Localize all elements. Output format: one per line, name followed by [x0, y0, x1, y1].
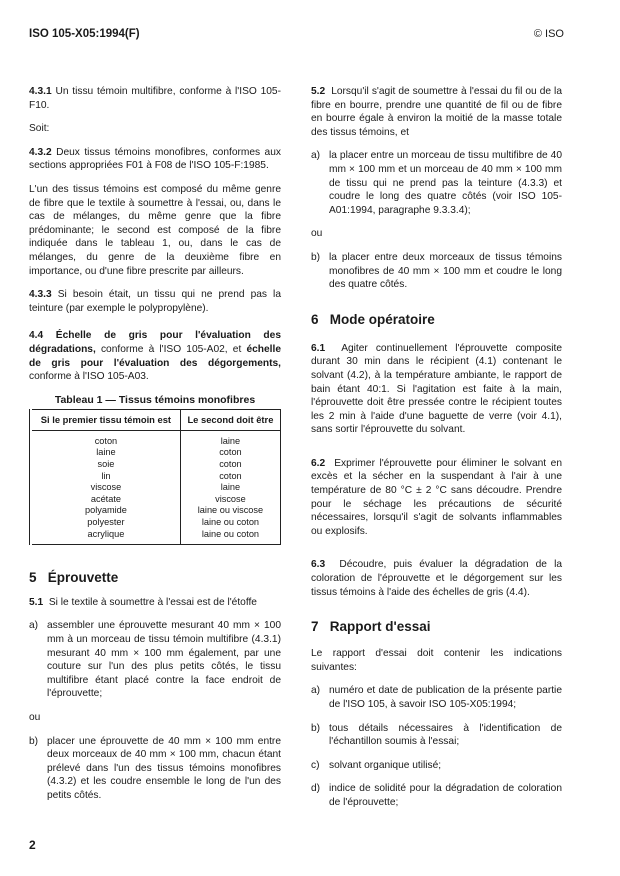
- table-cell: laine ou coton: [201, 517, 260, 528]
- standard-reference: ISO 105-X05:1994(F): [29, 28, 140, 40]
- paragraph-6-1: 6.1 Agiter continuellement l'éprouvette composite durant 30 min dans le récipient (4.1) contenant le solvant (4.2), à la température ambiante, le rapport de bain étant 40:1. Si l'agitation est faite à la main, l'éprouvette doit être pressée contre le récipient toutes les 2 min à l'aide d'une baguette de verre (voir 4.1), sans sortir l'éprouvette du solvant.: [311, 342, 562, 436]
- fibre-table: [29, 409, 281, 545]
- paragraph-4-4: 4.4 Échelle de gris pour l'évaluation des dégradations, conforme à l'ISO 105-A02, et échelle de gris pour l'évaluation des dégorgements, conforme à l'ISO 105-A03.: [29, 330, 281, 383]
- table-row: [32, 494, 280, 506]
- table-cell: laine: [220, 482, 241, 493]
- table-row: [32, 529, 280, 545]
- table-cell: viscose: [32, 482, 180, 494]
- section-6-heading: 6 Mode opératoire: [311, 311, 435, 327]
- table-cell: coton: [32, 430, 180, 447]
- table-cell: soie: [32, 459, 180, 471]
- table-row: [32, 517, 280, 529]
- table-cell: laine ou viscose: [197, 505, 264, 516]
- table-row: [32, 430, 280, 447]
- table-row: [32, 505, 280, 517]
- section-5-heading: 5 Éprouvette: [29, 569, 119, 585]
- list-item: a) la placer entre un morceau de tissu multifibre de 40 mm × 100 mm et un morceau de 40 mm × 100 mm de tissu qui ne prend pas la teinture (4.3.3) et coudre le long des quatre côtés (voir ISO 105-A01:1994, paragraphe 9.3.3.4);: [311, 150, 562, 216]
- table-cell: laine ou coton: [180, 529, 280, 545]
- table-row: [32, 447, 280, 459]
- table-cell: polyester: [32, 517, 180, 529]
- ou-line: ou: [311, 228, 323, 240]
- table-cell: coton: [219, 459, 242, 470]
- table-cell: viscose: [215, 493, 246, 504]
- table-cell: polyamide: [32, 505, 180, 517]
- list-item: c) solvant organique utilisé;: [311, 759, 442, 771]
- left-column: [29, 85, 281, 803]
- right-column: [311, 85, 562, 810]
- paragraph-4-3-2: 4.3.2 Deux tissus témoins monofibres, conformes aux sections appropriées F01 à F08 de l'ISO 105-F:1985.: [29, 146, 281, 172]
- list-item: a) numéro et date de publication de la présente partie de l'ISO 105, à savoir ISO 105-X05:1994;: [311, 685, 562, 710]
- soit-line: Soit:: [29, 123, 50, 135]
- list-item: b) la placer entre deux morceaux de tissus témoins monofibres de 40 mm × 100 mm et coudre le long des quatre côtés.: [311, 251, 562, 291]
- table-row: [32, 459, 280, 471]
- paragraph-4-3-3: 4.3.3 Si besoin était, un tissu qui ne prend pas la teinture (par exemple le polypropylène).: [29, 289, 281, 314]
- table-cell: coton: [219, 447, 242, 458]
- list-item: b) placer une éprouvette de 40 mm × 100 mm entre deux morceaux de 40 mm × 100 mm, chacun étant prélevé dans l'un des tissus témoins monofibres (4.3.2) et les coudre ensemble le long de l'un des petits côtés.: [29, 735, 281, 801]
- list-item: d) indice de solidité pour la dégradation de coloration de l'éprouvette;: [311, 783, 562, 808]
- table-cell: acétate: [32, 494, 180, 506]
- table-header-first: Si le premier tissu témoin est: [32, 410, 180, 431]
- paragraph-5-2: 5.2 Lorsqu'il s'agit de soumettre à l'essai du fil ou de la fibre en bourre, prendre une quantité de fil ou de fibre en bourre égale à environ la moitié de la masse totale des tissus témoins, et: [311, 86, 562, 138]
- report-intro: Le rapport d'essai doit contenir les indications suivantes:: [311, 648, 562, 673]
- paragraph-6-2: 6.2 Exprimer l'éprouvette pour éliminer le solvant en excès et la sécher en la suspendant à l'air à une température de 80 °C ± 2 °C sans découdre. Prendre pour le séchage les précautions de sécurité nécessaires, lorsqu'il s'agit de solvants inflammables ou explosifs.: [311, 457, 562, 537]
- table-cell: lin: [32, 471, 180, 483]
- table-row: [32, 471, 280, 483]
- table-row: [32, 482, 280, 494]
- page-number: 2: [29, 838, 36, 852]
- table-cell: coton: [219, 470, 242, 481]
- paragraph-4-3-2-body: L'un des tissus témoins est composé du même genre de fibre que le textile à soumettre à l'essai, ou, dans le cas de mélanges, du même genre que la fibre prédominante; le second est composé de la fibre indiquée dans le tableau 1, ou, dans le cas de mélanges, du genre de la deuxième fibre en importance, ou d'une fibre prescrite par ailleurs.: [29, 183, 281, 277]
- table-cell: laine: [32, 447, 180, 459]
- table-cell: acrylique: [32, 529, 180, 545]
- copyright-notice: © ISO: [533, 28, 564, 40]
- paragraph-5-1: 5.1 Si le textile à soumettre à l'essai est de l'étoffe: [29, 596, 257, 608]
- section-7-heading: 7 Rapport d'essai: [311, 619, 431, 635]
- ou-line: ou: [29, 711, 41, 723]
- list-item: b) tous détails nécessaires à l'identification de l'échantillon soumis à l'essai;: [311, 722, 562, 748]
- table-cell: laine: [220, 435, 241, 446]
- paragraph-6-3: 6.3 Découdre, puis évaluer la dégradation de la coloration de l'éprouvette et le dégorgement sur les tissus témoins à l'aide des échelles de gris (4.4).: [311, 559, 562, 598]
- table-title: Tableau 1 — Tissus témoins monofibres: [54, 393, 256, 406]
- table-header-second: Le second doit être: [180, 410, 280, 431]
- list-item: a) assembler une éprouvette mesurant 40 mm × 100 mm à un morceau de tissu témoin multifibre (4.3.1) mesurant 40 mm × 100 mm également, par une couture sur l'un des plus petits côtés, le tissu multifibre étant placé contre la face endroit de l'éprouvette;: [29, 620, 281, 700]
- paragraph-4-3-1: 4.3.1 Un tissu témoin multifibre, conforme à l'ISO 105-F10.: [29, 86, 281, 111]
